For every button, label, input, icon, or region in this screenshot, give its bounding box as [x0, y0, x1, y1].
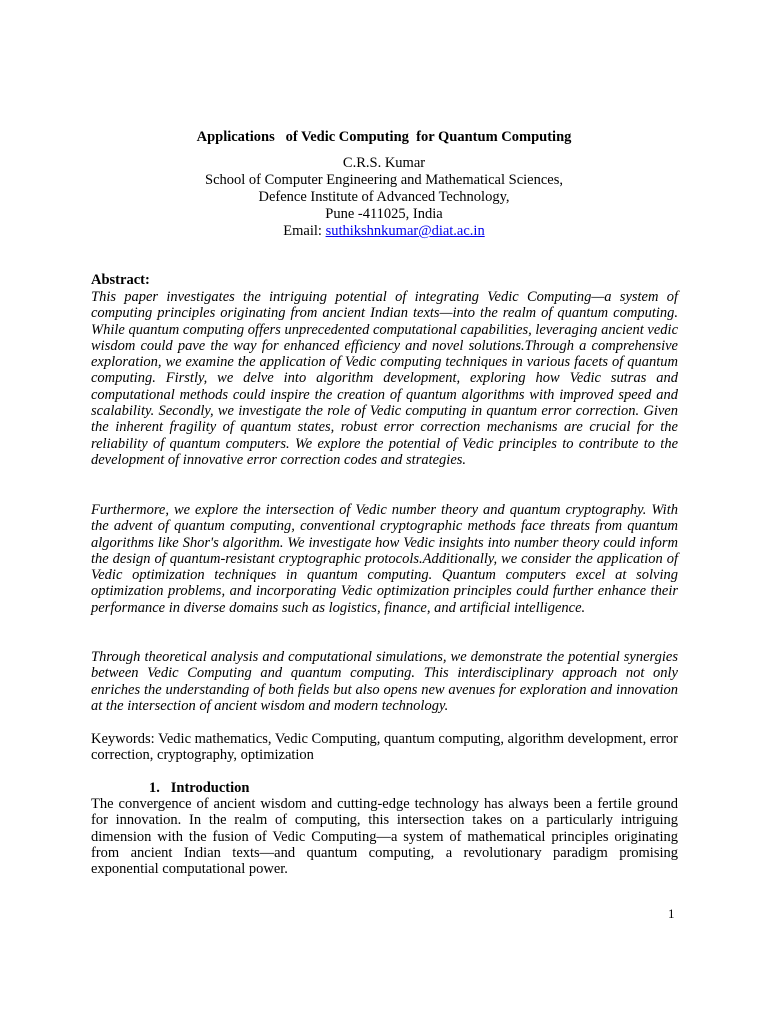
- paper-title: Applications of Vedic Computing for Quantum Computing: [196, 129, 572, 145]
- keywords: Keywords: Vedic mathematics, Vedic Computing, quantum computing, algorithm development, error correction, cryptography, optimization: [91, 731, 679, 764]
- section-heading-introduction: 1. Introduction: [149, 780, 250, 796]
- email-label: Email:: [283, 223, 326, 239]
- affiliation-line: Defence Institute of Advanced Technology,: [258, 189, 510, 205]
- email-line: [0, 223, 768, 240]
- introduction-paragraph: The convergence of ancient wisdom and cutting-edge technology has always been a fertile ground for innovation. In the realm of computing, this intersection takes on a particularly intriguing dimension with the fusion of Vedic Computing—a system of mathematical principles originating from ancient Indian texts—and quantum computing, a revolutionary paradigm promising exponential computational power.: [91, 796, 678, 878]
- author-name: C.R.S. Kumar: [342, 155, 426, 171]
- abstract-paragraph: This paper investigates the intriguing potential of integrating Vedic Computing—a system of computing principles originating from ancient Indian texts—into the realm of quantum computing. While quantum computing offers unprecedented computational capabilities, leveraging ancient vedic wisdom could pave the way for enhanced efficiency and novel solutions.Through a comprehensive exploration, we examine the application of Vedic computing techniques in various facets of quantum computing. Firstly, we delve into algorithm development, exploring how Vedic sutras and computational methods could inspire the creation of quantum algorithms with improved speed and scalability. Secondly, we investigate the role of Vedic computing in quantum error correction. Given the inherent fragility of quantum states, robust error correction mechanisms are crucial for the reliability of quantum computers. We explore the potential of Vedic principles to contribute to the development of innovative error correction codes and strategies.: [91, 289, 678, 468]
- abstract-paragraph: Through theoretical analysis and computational simulations, we demonstrate the potential synergies between Vedic Computing and quantum computing. This interdisciplinary approach not only enriches the understanding of both fields but also opens new avenues for exploration and innovation at the intersection of ancient wisdom and modern technology.: [91, 649, 678, 714]
- abstract-heading: Abstract:: [91, 272, 150, 288]
- author-block: [0, 155, 768, 240]
- affiliation-line: School of Computer Engineering and Mathematical Sciences,: [205, 172, 563, 188]
- abstract-paragraph: Furthermore, we explore the intersection of Vedic number theory and quantum cryptography. With the advent of quantum computing, conventional cryptographic methods face threats from quantum algorithms like Shor's algorithm. We investigate how Vedic insights into number theory could inform the design of quantum-resistant cryptographic protocols.Additionally, we consider the application of Vedic optimization techniques in quantum computing. Quantum computers excel at solving optimization problems, and incorporating Vedic optimization principles could further enhance their performance in diverse domains such as logistics, finance, and artificial intelligence.: [91, 502, 678, 616]
- affiliation-line: Pune -411025, India: [325, 206, 443, 222]
- email-link[interactable]: suthikshnkumar@diat.ac.in: [325, 223, 485, 239]
- page-number: 1: [668, 906, 675, 921]
